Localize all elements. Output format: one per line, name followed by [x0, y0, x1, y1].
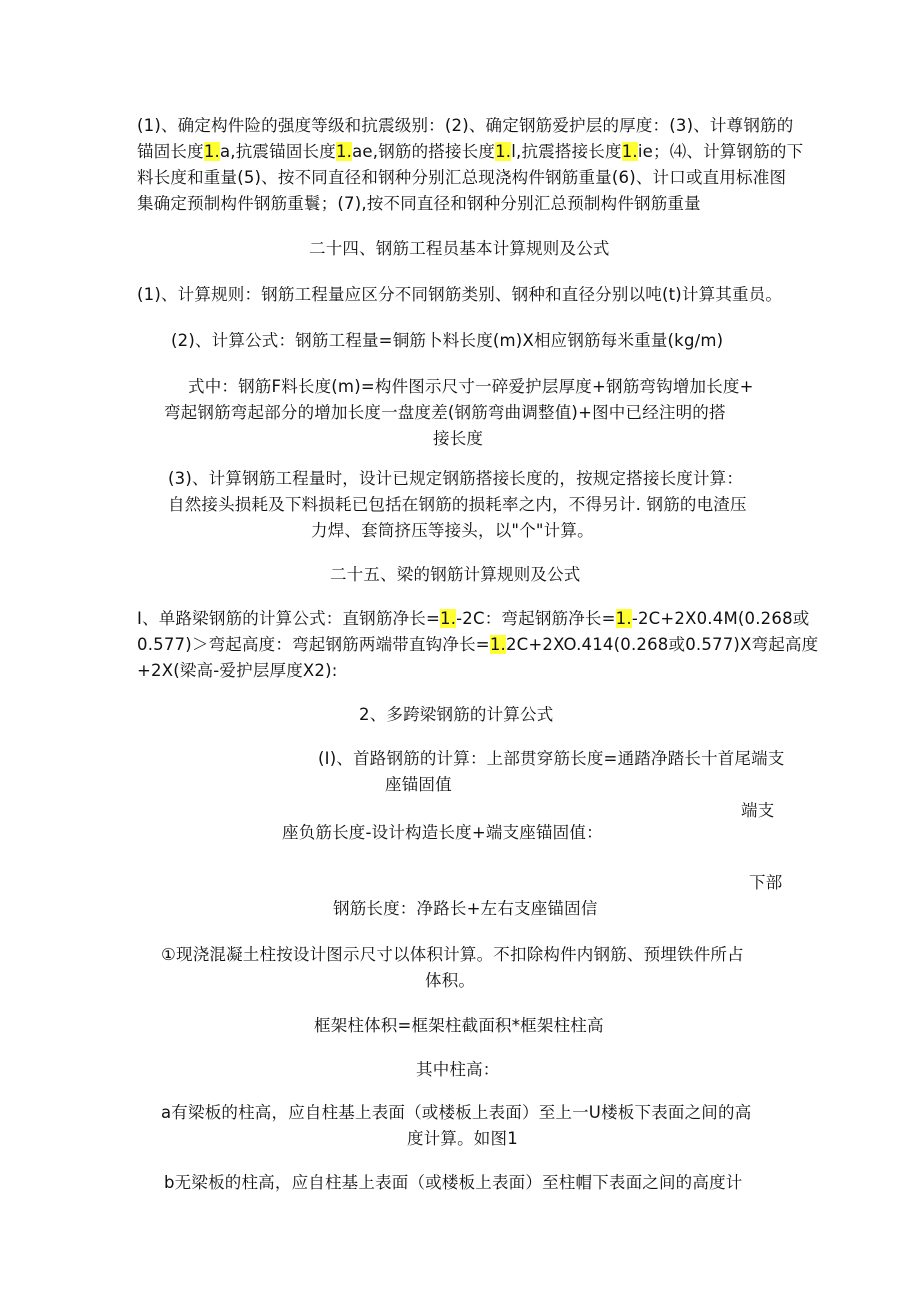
para5-line1: (3)、计算钢筋工程量时，设计已规定钢筋搭接长度的，按规定搭接长度计算：: [168, 469, 744, 488]
text-run: 锚固长度: [137, 142, 204, 161]
para10-line1: ①现浇混凝土柱按设计图示尺寸以体积计算。不扣除构件内钢筋、预埋铁件所占: [161, 945, 744, 964]
para1-line4: 集确定预制构件钢筋重鬟；(7),按不同直径和钢种分别汇总预制构件钢筋重量: [137, 194, 701, 213]
para10-line2: 体积。: [425, 971, 476, 990]
para7-line1: (I)、首路钢筋的计算：上部贯穿筋长度=通踏净踏长十首尾端支: [318, 749, 785, 768]
para1-line2: [137, 139, 803, 165]
subsection-heading-multi-span: 2、多跨梁钢筋的计算公式: [359, 705, 554, 724]
text-run: ie；⑷、计算钢筋的下: [637, 142, 804, 161]
text-run: -2C：弯起钢筋净长=: [456, 609, 616, 628]
para1-line3: 料长度和重量(5)、按不同直径和钢种分别汇总现浇构件钢筋重量(6)、计口或直用标准图: [137, 168, 787, 187]
section-heading-24: 二十四、钢筋工程员基本计算规则及公式: [309, 239, 610, 258]
para8-line1: 座负筋长度-设计构造长度+端支座锚固值：: [282, 823, 603, 842]
para4-line1: 式中：钢筋F料长度(m)=构件图示尺寸一碎爱护层厚度+钢筋弯钩增加长度+: [188, 377, 754, 396]
highlight-mark: 1.: [489, 635, 506, 654]
para3: (2)、计算公式：钢筋工程量=铜筋卜料长度(m)X相应钢筋每米重量(kg∕m): [171, 331, 724, 350]
para7-line2: 座锚固值: [385, 775, 452, 794]
text-run: 2C+2XO.414(0.268或0.577)X弯起高度: [505, 635, 819, 654]
para2: (1)、计算规则：钢筋工程量应区分不同钢筋类别、钢种和直径分别以吨(t)计算其重员。: [137, 285, 783, 304]
text-run: -2C+2X0.4M(0.268或: [631, 609, 810, 628]
text-run: I、单路梁钢筋的计算公式：直钢筋净长=: [137, 609, 440, 628]
para13-line2: 度计算。如图1: [407, 1129, 518, 1148]
para11: 框架柱体积=框架柱截面积*框架柱柱高: [314, 1016, 604, 1035]
para9-line1: 钢筋长度：净路长+左右支座锚固信: [333, 899, 598, 918]
para6-line3: +2X(梁高-爱护层厚度X2):: [137, 661, 338, 680]
para4-line3: 接长度: [433, 429, 484, 448]
highlight-mark: 1.: [495, 142, 512, 161]
para6-line1: [137, 606, 809, 632]
highlight-mark: 1.: [615, 609, 632, 628]
para8-right: 端支: [741, 801, 775, 820]
para5-line3: 力焊、套筒挤压等接头，以"个"计算。: [311, 521, 594, 540]
text-run: 0.577)＞弯起高度：弯起钢筋两端带直钩净长=: [137, 635, 490, 654]
highlight-mark: 1.: [335, 142, 353, 161]
section-heading-25: 二十五、梁的钢筋计算规则及公式: [330, 565, 581, 584]
text-run: ae,钢筋的搭接长度: [352, 142, 496, 161]
highlight-mark: 1.: [440, 609, 457, 628]
para14-line1: b无梁板的柱高，应自柱基上表面（或楼板上表面）至柱帽下表面之间的高度计: [164, 1173, 743, 1192]
text-run: l,抗震搭接长度: [511, 142, 622, 161]
para1-line1: (1)、确定构件险的强度等级和抗震级别：(2)、确定钢筋爱护层的厚度：(3)、计尊钢筋的: [137, 116, 794, 135]
para5-line2: 自然接头损耗及下料损耗已包括在钢筋的损耗率之内，不得另计. 钢筋的电渣压: [168, 495, 747, 514]
para6-line2: [137, 632, 818, 658]
para4-line2: 弯起钢筋弯起部分的增加长度一盘度差(钢筋弯曲调整值)+图中已经注明的搭: [164, 403, 726, 422]
text-run: a,抗震锚固长度: [219, 142, 336, 161]
para12: 其中柱高：: [416, 1060, 500, 1079]
para9-right: 下部: [749, 873, 783, 892]
para13-line1: a有梁板的柱高，应自柱基上表面（或楼板上表面）至上一U楼板下表面之间的高: [161, 1103, 752, 1122]
highlight-mark: 1.: [203, 142, 220, 161]
highlight-mark: 1.: [621, 142, 638, 161]
